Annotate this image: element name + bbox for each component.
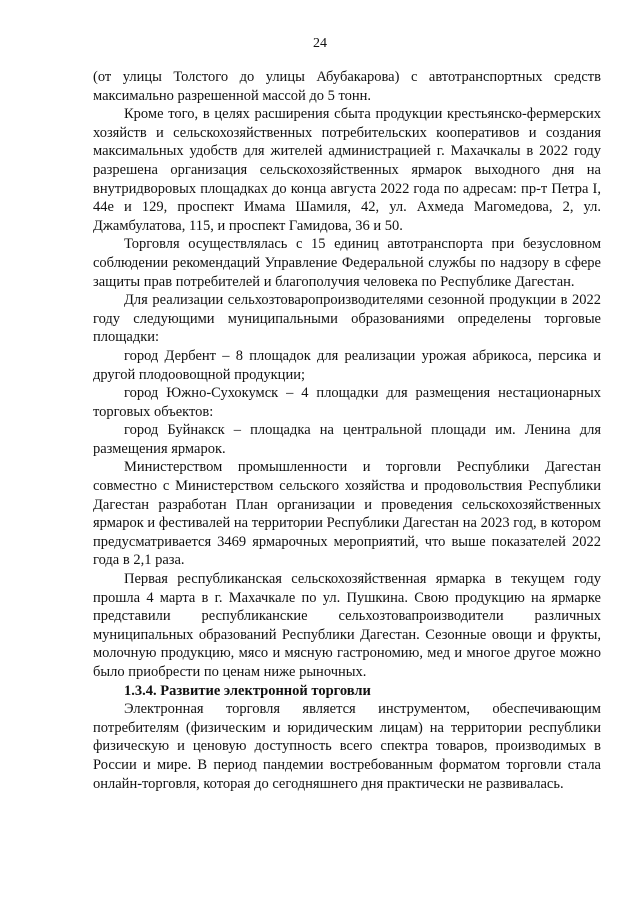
paragraph-fairs-makhachkala: Кроме того, в целях расширения сбыта продукции крестьянско-фермерских хозяйств и сельскохозяйственных потребительских кооперативов и создания максимальных удобств для жителей администрацией г. Махачкалы в 2022 году разрешена организация сельскохозяйственных ярмарок выходного дня на внутридворовых площадках до конца августа 2022 года по адресам: пр-т Петра I, 44е и 129, проспект Имама Шамиля, 42, ул. Ахмеда Магомедова, 2, ул. Джамбулатова, 115, и проспект Гамидова, 36 и 50.	[93, 106, 601, 234]
paragraph-vehicles: Торговля осуществлялась с 15 единиц автотранспорта при безусловном соблюдении рекомендаций Управление Федеральной службы по надзору в сфере защиты прав потребителей и благополучия человека по Республике Дагестан.	[93, 236, 601, 290]
document-body	[93, 68, 601, 793]
paragraph-derbent: город Дербент – 8 площадок для реализации урожая абрикоса, персика и другой плодоовощной продукции;	[93, 347, 601, 383]
page-number: 24	[313, 36, 327, 51]
paragraph-fair-plan-2023: Министерством промышленности и торговли Республики Дагестан совместно с Министерством сельского хозяйства и продовольствия Республики Дагестан разработан План организации и проведения сельскохозяйственных ярмарок и фестивалей на территории Республики Дагестан на 2023 год, в котором предусматривается 3469 ярмарочных мероприятий, что выше показателей 2022 года в 2,1 раза.	[93, 459, 601, 569]
paragraph-buynaksk: город Буйнакск – площадка на центральной площади им. Ленина для размещения ярмарок.	[93, 422, 601, 457]
paragraph-yuzhno-sukhokumsk: город Южно-Сухокумск – 4 площадки для размещения нестационарных торговых объектов:	[93, 385, 601, 420]
paragraph-street-continuation: (от улицы Толстого до улицы Абубакарова) с автотранспортных средств максимально разрешенной массой до 5 тонн.	[93, 69, 601, 104]
paragraph-seasonal-sites-intro: Для реализации сельхозтоваропроизводителями сезонной продукции в 2022 году следующими муниципальными образованиями определены торговые площадки:	[93, 292, 601, 346]
section-heading: 1.3.4. Развитие электронной торговли	[124, 682, 371, 699]
paragraph-first-republican-fair: Первая республиканская сельскохозяйственная ярмарка в текущем году прошла 4 марта в г. Махачкале по ул. Пушкина. Свою продукцию на ярмарке представили республиканские сельхозтовапроизводители различных муниципальных образований Республики Дагестан. Сезонные овощи и фрукты, молочную продукцию, мясо и мясную гастрономию, мед и многое другое можно было приобрести по ценам ниже рыночных.	[93, 571, 601, 680]
paragraph-e-commerce: Электронная торговля является инструментом, обеспечивающим потребителям (физическим и юридическим лицам) на территории республики физическую и ценовую доступность всего спектра товаров, производимых в России и мире. В период пандемии востребованным форматом торговли стала онлайн-торговля, которая до сегодняшнего дня практически не развивалась.	[93, 701, 601, 792]
